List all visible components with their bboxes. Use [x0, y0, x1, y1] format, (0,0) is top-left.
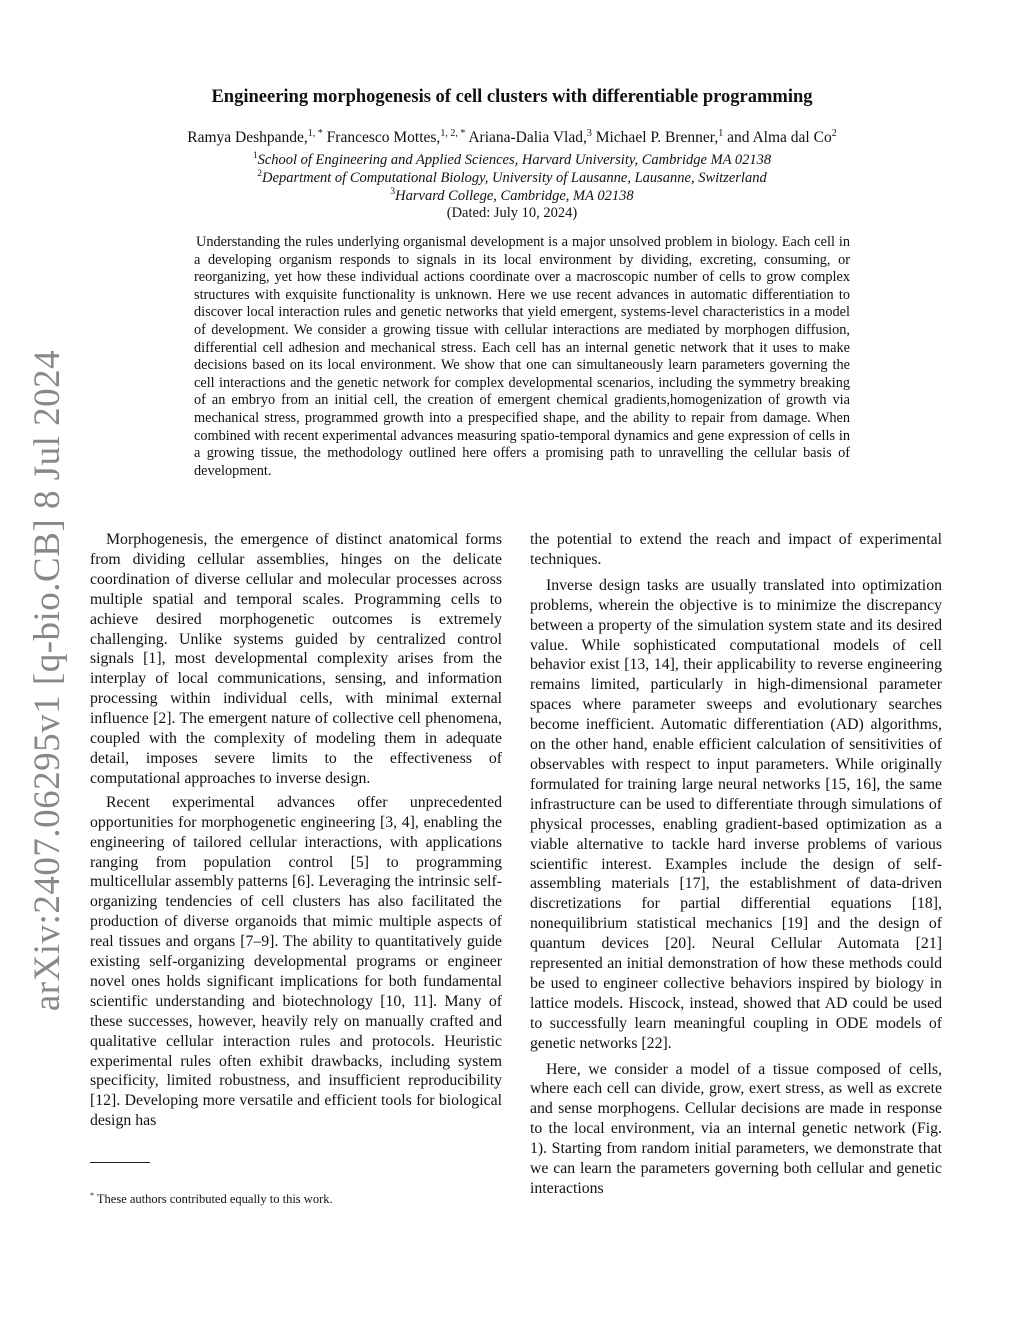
author-affil-mark: 2	[831, 128, 837, 139]
paragraph: Recent experimental advances offer unprecedented opportunities for morphogenetic engineering [3, 4], enabling the engineering of tailored cellular interactions, with applications ranging from population control [5] to programming multicellular assembly patterns [6]. Leveraging the intrinsic self-organizing tendencies of cell clusters has also facilitated the production of diverse organoids that mimic multiple aspects of real tissues and organs [7–9]. The ability to quantitatively guide existing self-organizing developmental programs or engineer novel ones holds significant implications for both fundamental scientific understanding and biotechnology [10, 11]. Many of these successes, however, heavily rely on manually crafted and qualitative cellular interaction rules and protocols. Heuristic experimental rules often exhibit drawbacks, including system specificity, limited robustness, and insufficient reproducibility [12]. Developing more versatile and efficient tools for biological design has	[90, 793, 502, 1130]
author-list	[0, 128, 1024, 147]
body-column-left	[90, 530, 502, 1131]
affiliation-1: $^1$School of Engineering and Applied Sciences, Harvard University, Cambridge MA 02138	[252, 151, 772, 168]
author-name: Ramya Deshpande,	[187, 129, 308, 147]
author-name: and Alma dal Co	[723, 129, 832, 147]
paragraph: the potential to extend the reach and impact of experimental techniques.	[530, 531, 942, 568]
author-affil-mark: 3	[586, 128, 592, 139]
dated-line: (Dated: July 10, 2024)	[446, 205, 578, 221]
author-name: Ariana-Dalia Vlad,	[465, 129, 587, 147]
author-affil-mark: 1, 2, *	[440, 128, 466, 139]
body-column-right	[530, 530, 942, 1199]
author-name: Francesco Mottes,	[322, 129, 441, 147]
footnote-mark: *	[90, 1191, 94, 1200]
footnote-text: These authors contributed equally to this work.	[94, 1192, 333, 1207]
author-affil-mark: 1	[718, 128, 724, 139]
paragraph: Here, we consider a model of a tissue composed of cells, where each cell can divide, grow, exert stress, as well as excrete and sense morphogens. Cellular decisions are made in response to the local environment, via an internal genetic network (Fig. 1). Starting from random initial parameters, we demonstrate that we can learn the parameters governing both cellular and genetic interactions	[530, 1060, 942, 1197]
abstract: Understanding the rules underlying organismal development is a major unsolved problem in biology. Each cell in a developing organism responds to signals in its local environment by dividing, excreting, consuming, or reorganizing, yet how these individual actions coordinate over a macroscopic number of cells to grow complex structures with exquisite functionality is unknown. Here we use recent advances in automatic differentiation to discover local interaction rules and genetic networks that yield emergent, systems-level characteristics in a model of development. We consider a growing tissue with cellular interactions are mediated by morphogen diffusion, differential cell adhesion and mechanical stress. Each cell has an internal genetic network that it uses to make decisions based on its local environment. We show that one can simultaneously learn parameters governing the cell interactions and the genetic network for complex developmental scenarios, including the symmetry breaking of an embryo from an initial cell, the creation of emergent chemical gradients,homogenization of growth via mechanical stress, programmed growth into a prespecified shape, and the ability to repair from damage. When combined with recent experimental advances measuring spatio-temporal dynamics and gene expression of cells in a growing tissue, the methodology outlined here offers a promising path to unravelling the cellular basis of development.	[194, 234, 850, 479]
author-name: Michael P. Brenner,	[591, 129, 719, 147]
arxiv-side-stamp[interactable]	[18, 349, 78, 1011]
affiliation-2: $^2$Department of Computational Biology, University of Lausanne, Lausanne, Switzerland	[257, 169, 767, 186]
footnote-divider	[90, 1162, 150, 1163]
paper-title: Engineering morphogenesis of cell clusters with differentiable programming	[211, 87, 813, 107]
paragraph: Inverse design tasks are usually translated into optimization problems, wherein the objective is to minimize the discrepancy between a property of the simulation system state and its desired value. While sophisticated computational models of cell behavior exist [13, 14], their applicability to reverse engineering remains limited, particularly in high-dimensional parameter spaces where parameter sweeps and evolutionary searches become inefficient. Automatic differentiation (AD) algorithms, on the other hand, enable efficient calculation of sensitivities of observables with respect to input parameters. While originally formulated for training large neural networks [15, 16], the same infrastructure can be used to differentiate through simulations of physical processes, enabling gradient-based optimization as a viable alternative to tackle hard inverse problems of various scientific interest. Examples include the design of self-assembling materials [17], the establishment of data-driven discretizations for partial differential equations [18], nonequilibrium statistical mechanics [19] and the design of quantum devices [20]. Neural Cellular Automata [21] represented an initial demonstration of how these methods could be used to engineer collective behaviors inspired by biology in lattice models. Hiscock, instead, showed that AD could be used to successfully learn meaningful coupling in ODE models of genetic networks [22].	[530, 576, 942, 1052]
footnote	[90, 1191, 510, 1207]
affiliation-3: $^3$Harvard College, Cambridge, MA 02138	[390, 187, 634, 204]
arxiv-id[interactable]: arXiv:2407.06295v1 [q-bio.CB] 8 Jul 2024	[27, 349, 69, 1011]
paragraph: Morphogenesis, the emergence of distinct anatomical forms from dividing cellular assemblies, hinges on the delicate coordination of diverse cellular and molecular processes across multiple spatial and temporal scales. Programming cells to achieve desired morphogenetic outcomes is extremely challenging. Unlike systems guided by centralized control signals [1], most developmental complexity arises from the interplay of local communications, sensing, and information processing within individual cells, with minimal external influence [2]. The emergent nature of collective cell phenomena, coupled with the complexity of modeling them in adequate detail, imposes severe limits to the effectiveness of computational approaches to inverse design.	[90, 531, 502, 787]
author-affil-mark: 1, *	[307, 128, 323, 139]
